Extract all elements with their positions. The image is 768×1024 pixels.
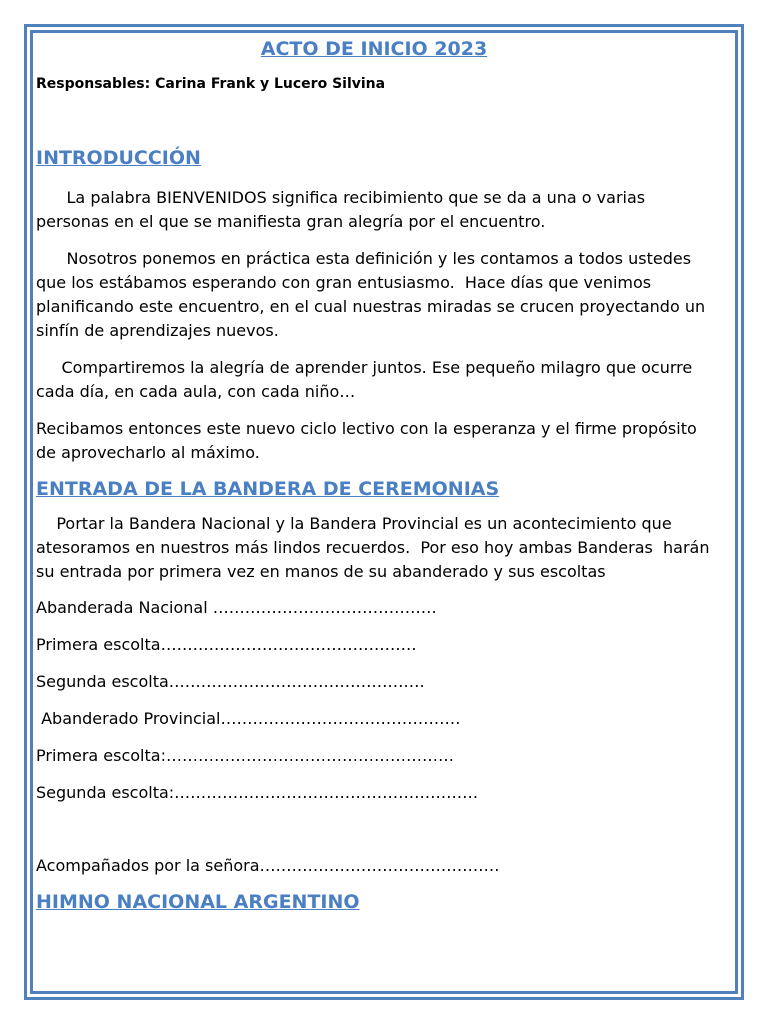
- bandera-heading: ENTRADA DE LA BANDERA DE CEREMONIAS: [36, 478, 500, 500]
- primera-escolta-nacional-line: Primera escolta…………………………………………: [36, 635, 417, 654]
- document-title: ACTO DE INICIO 2023: [260, 38, 488, 60]
- intro-paragraph-3: Compartiremos la alegría de aprender juntos. Ese pequeño milagro que ocurre cada día, en cada aula, con cada niño…: [36, 358, 698, 401]
- acompanados-line: Acompañados por la señora………………………………………: [36, 856, 500, 875]
- himno-heading: HIMNO NACIONAL ARGENTINO: [36, 891, 360, 913]
- segunda-escolta-nacional-line: Segunda escolta…………………………………………: [36, 672, 425, 691]
- document-body: [36, 36, 715, 915]
- intro-paragraph-2: Nosotros ponemos en práctica esta definición y les contamos a todos ustedes que los estábamos esperando con gran entusiasmo. Hace días que venimos planificando este encuentro, en el cual nuestras miradas se crucen proyectando un sinfín de aprendizajes nuevos.: [36, 249, 711, 340]
- abanderada-nacional-line: Abanderada Nacional ……………………………………: [36, 598, 437, 617]
- responsables-line: Responsables: Carina Frank y Lucero Silvina: [36, 76, 386, 92]
- bandera-paragraph: Portar la Bandera Nacional y la Bandera Provincial es un acontecimiento que atesoramos en nuestros más lindos recuerdos. Por eso hoy ambas Banderas harán su entrada por primera vez en manos de su abanderado y sus escoltas: [36, 514, 715, 581]
- abanderado-provincial-line: Abanderado Provincial………………………………………: [36, 709, 461, 728]
- segunda-escolta-provincial-line: Segunda escolta:…………………………………………………: [36, 783, 479, 802]
- primera-escolta-provincial-line: Primera escolta:………………………………………………: [36, 746, 454, 765]
- intro-paragraph-1: La palabra BIENVENIDOS significa recibimiento que se da a una o varias personas en el que se manifiesta gran alegría por el encuentro.: [36, 188, 651, 231]
- introduccion-heading: INTRODUCCIÓN: [36, 147, 201, 169]
- intro-paragraph-4: Recibamos entonces este nuevo ciclo lectivo con la esperanza y el firme propósito de aprovecharlo al máximo.: [36, 419, 697, 462]
